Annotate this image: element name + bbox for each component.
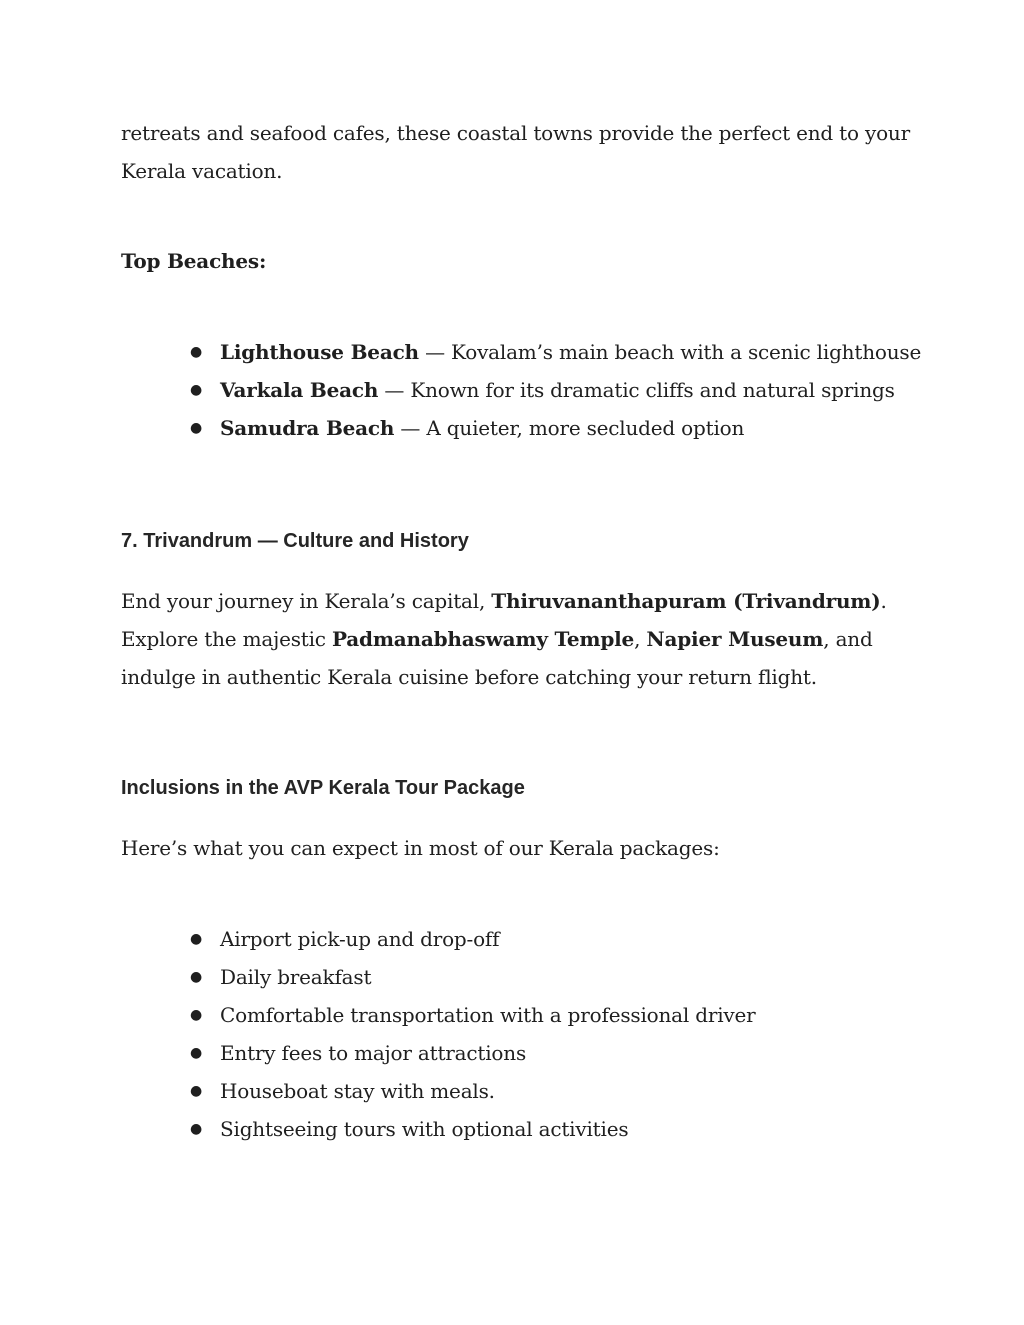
trivandrum-text: Explore the majestic [121, 627, 332, 651]
inclusion-text: Entry fees to major attractions [220, 1041, 527, 1065]
trivandrum-text: End your journey in Kerala’s capital, [121, 589, 492, 613]
inclusions-heading: Inclusions in the AVP Kerala Tour Package [121, 777, 525, 799]
bullet-icon: ● [190, 969, 203, 985]
intro-line-1: retreats and seafood cafes, these coastal towns provide the perfect end to your [121, 121, 910, 145]
bullet-icon: ● [190, 420, 203, 436]
inclusion-text: Daily breakfast [220, 965, 372, 989]
trivandrum-text: , and [823, 627, 873, 651]
list-item [0, 958, 1024, 996]
list-item [0, 1072, 1024, 1110]
list-item [0, 371, 1024, 409]
inclusions-intro: Here’s what you can expect in most of our Kerala packages: [121, 836, 720, 860]
bullet-icon: ● [190, 1121, 203, 1137]
bullet-icon: ● [190, 931, 203, 947]
trivandrum-text: . [880, 589, 887, 613]
intro-line-2: Kerala vacation. [121, 159, 283, 183]
beach-description: — Kovalam’s main beach with a scenic lighthouse [418, 340, 922, 364]
beach-description: — Known for its dramatic cliffs and natural springs [378, 378, 895, 402]
trivandrum-city-name: Thiruvananthapuram (Trivandrum) [491, 589, 881, 613]
list-item [0, 920, 1024, 958]
inclusion-text: Comfortable transportation with a professional driver [220, 1003, 756, 1027]
inclusions-list [0, 920, 1024, 1148]
temple-name: Padmanabhaswamy Temple [331, 627, 635, 651]
top-beaches-list [0, 333, 1024, 447]
beach-name: Samudra Beach [220, 416, 395, 440]
intro-paragraph [121, 114, 921, 190]
list-item [0, 1034, 1024, 1072]
beach-description: — A quieter, more secluded option [394, 416, 745, 440]
beach-name: Varkala Beach [220, 378, 379, 402]
trivandrum-paragraph [121, 582, 921, 696]
trivandrum-text: indulge in authentic Kerala cuisine before catching your return flight. [121, 665, 817, 689]
inclusion-text: Sightseeing tours with optional activities [220, 1117, 629, 1141]
trivandrum-heading: 7. Trivandrum — Culture and History [121, 530, 469, 552]
bullet-icon: ● [190, 382, 203, 398]
list-item [0, 333, 1024, 371]
list-item [0, 996, 1024, 1034]
inclusion-text: Houseboat stay with meals. [220, 1079, 495, 1103]
trivandrum-text: , [634, 627, 647, 651]
bullet-icon: ● [190, 1007, 203, 1023]
bullet-icon: ● [190, 1083, 203, 1099]
bullet-icon: ● [190, 344, 203, 360]
list-item [0, 409, 1024, 447]
museum-name: Napier Museum [646, 627, 824, 651]
top-beaches-heading: Top Beaches: [121, 249, 267, 273]
bullet-icon: ● [190, 1045, 203, 1061]
inclusion-text: Airport pick-up and drop-off [220, 927, 500, 951]
beach-name: Lighthouse Beach [220, 340, 419, 364]
list-item [0, 1110, 1024, 1148]
